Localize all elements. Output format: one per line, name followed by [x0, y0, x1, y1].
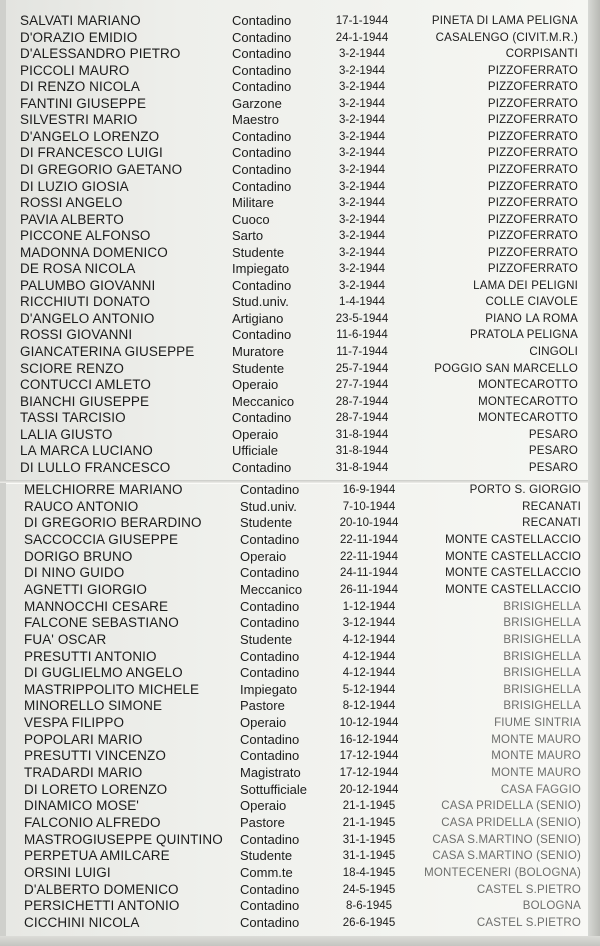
entry-occupation: Pastore [240, 815, 285, 830]
memorial-entry [0, 815, 600, 831]
entry-place: MONTE CASTELLACCIO [445, 583, 581, 596]
entry-occupation: Magistrato [240, 765, 301, 781]
entry-date: 17-12-1944 [339, 767, 399, 780]
entry-place: PIZZOFERRATO [487, 180, 578, 193]
entry-occupation: Contadino [232, 161, 292, 177]
entry-name: DI NINO GUIDO [24, 565, 125, 581]
entry-date: 1-12-1944 [342, 600, 396, 613]
memorial-entry [0, 30, 600, 46]
entry-occupation: Studente [232, 360, 285, 376]
entry-occupation: Contadino [240, 615, 300, 631]
memorial-entry [0, 63, 600, 79]
entry-occupation: Contadino [232, 410, 292, 426]
entry-occupation: Contadino [232, 145, 292, 161]
entry-occupation: Studente [240, 848, 293, 864]
entry-place: CORPISANTI [505, 48, 578, 61]
entry-occupation: Pastore [240, 698, 285, 714]
entry-occupation: Militare [232, 195, 274, 211]
entry-date: 28-7-1944 [335, 412, 389, 425]
entry-date: 20-10-1944 [339, 517, 399, 530]
entry-date: 4-12-1944 [342, 650, 396, 663]
memorial-entry [0, 715, 600, 731]
memorial-entry [0, 765, 600, 781]
memorial-entry [0, 748, 600, 764]
entry-occupation: Contadino [232, 46, 292, 62]
entry-name: PERSICHETTI ANTONIO [24, 898, 180, 914]
entry-occupation: Operaio [240, 798, 287, 814]
entry-name: DI LULLO FRANCESCO [20, 459, 171, 475]
entry-place: CINGOLI [529, 346, 578, 358]
entry-date: 18-4-1945 [342, 866, 396, 879]
stone-edge-bottom [0, 936, 600, 946]
entry-occupation: Contadino [240, 748, 300, 764]
entry-name: MANNOCCHI CESARE [24, 598, 169, 614]
entry-name: PALUMBO GIOVANNI [20, 277, 156, 293]
memorial-entry [0, 898, 600, 914]
entry-occupation: Studente [240, 515, 293, 531]
memorial-entry [0, 427, 600, 443]
entry-name: GIANCATERINA GIUSEPPE [20, 344, 195, 359]
entry-name: PICCONE ALFONSO [20, 228, 151, 244]
entry-date: 3-2-1944 [338, 147, 386, 160]
entry-name: MADONNA DOMENICO [20, 244, 168, 260]
entry-place: MONTE CASTELLACCIO [445, 533, 581, 546]
entry-date: 3-2-1944 [338, 180, 386, 193]
memorial-entry [0, 179, 600, 195]
entry-date: 22-11-1944 [340, 533, 398, 546]
memorial-entry [0, 549, 600, 565]
memorial-entry [0, 798, 600, 814]
entry-date: 26-11-1944 [340, 583, 398, 596]
entry-date: 4-12-1944 [342, 633, 396, 646]
memorial-entry [0, 377, 600, 393]
entry-name: LALIA GIUSTO [20, 426, 113, 442]
entry-name: D'ANGELO ANTONIO [20, 310, 155, 326]
memorial-entry [0, 278, 600, 294]
memorial-entry [0, 96, 600, 112]
entry-date: 31-8-1944 [335, 445, 389, 458]
memorial-entry [0, 145, 600, 161]
memorial-entry [0, 195, 600, 211]
entry-occupation: Stud.univ. [232, 294, 289, 310]
memorial-entry [0, 698, 600, 714]
entry-name: SALVATI MARIANO [20, 13, 141, 28]
entry-place: POGGIO SAN MARCELLO [434, 362, 578, 375]
entry-place: CASTEL S.PIETRO [476, 883, 581, 896]
entry-occupation: Garzone [232, 95, 282, 111]
memorial-entry [0, 832, 600, 848]
entry-place: BRISIGHELLA [503, 683, 581, 696]
entry-place: CASA PRIDELLA (SENIO) [441, 817, 581, 829]
entry-place: CASTEL S.PIETRO [476, 916, 581, 929]
entry-name: PERPETUA AMILCARE [24, 848, 170, 864]
entry-occupation: Sottufficiale [240, 781, 307, 797]
entry-place: PIZZOFERRATO [487, 97, 578, 110]
entry-name: MINORELLO SIMONE [24, 698, 163, 714]
memorial-entry [0, 410, 600, 426]
memorial-entry [0, 732, 600, 748]
entry-date: 17-12-1944 [339, 750, 399, 763]
memorial-entry [0, 112, 600, 128]
entry-place: PIZZOFERRATO [487, 230, 578, 243]
memorial-entry [0, 311, 600, 327]
entry-name: DI GUGLIELMO ANGELO [24, 665, 183, 681]
entry-name: FUA' OSCAR [24, 631, 107, 647]
entry-occupation: Contadino [240, 898, 300, 914]
entry-date: 3-2-1944 [338, 230, 386, 243]
entry-date: 11-6-1944 [336, 329, 388, 342]
entry-date: 3-12-1944 [342, 617, 396, 630]
entry-name: LA MARCA LUCIANO [20, 443, 153, 459]
entry-place: MONTECAROTTO [478, 412, 578, 425]
entry-occupation: Meccanico [232, 393, 295, 409]
entry-occupation: Contadino [240, 648, 300, 664]
entry-name: DE ROSA NICOLA [20, 261, 136, 277]
entry-occupation: Impiegato [240, 681, 298, 697]
entry-place: CASA FAGGIO [500, 783, 581, 796]
entry-place: CASALENGO (CIVIT.M.R.) [435, 31, 578, 44]
entry-occupation: Contadino [240, 731, 300, 747]
entry-name: ROSSI ANGELO [20, 195, 123, 211]
entry-occupation: Meccanico [240, 581, 303, 597]
memorial-entry [0, 632, 600, 648]
entry-occupation: Comm.te [240, 864, 293, 880]
entry-occupation: Operaio [232, 377, 279, 393]
entry-name: PAVIA ALBERTO [20, 211, 124, 227]
entry-occupation: Operaio [232, 426, 279, 442]
entry-name: ROSSI GIOVANNI [20, 327, 133, 343]
memorial-entry [0, 344, 600, 360]
entry-name: CONTUCCI AMLETO [20, 377, 152, 393]
entry-date: 31-8-1944 [335, 461, 389, 474]
entry-place: MONTE CASTELLACCIO [445, 567, 581, 580]
entry-name: BIANCHI GIUSEPPE [20, 393, 150, 409]
entry-place: BRISIGHELLA [503, 600, 581, 613]
entry-place: MONTE MAURO [491, 733, 581, 746]
entry-date: 27-7-1944 [335, 379, 389, 392]
entry-place: RECANATI [522, 517, 581, 530]
entry-date: 31-8-1944 [335, 428, 389, 441]
entry-occupation: Studente [240, 631, 293, 647]
entry-name: RICCHIUTI DONATO [20, 294, 151, 310]
memorial-entry [0, 882, 600, 898]
entry-place: PIZZOFERRATO [487, 246, 578, 259]
entry-name: VESPA FILIPPO [24, 715, 125, 731]
memorial-entry [0, 782, 600, 798]
entry-name: ORSINI LUIGI [24, 864, 111, 880]
entry-place: MONTE MAURO [491, 750, 581, 763]
entry-date: 3-2-1944 [338, 279, 386, 292]
entry-date: 21-1-1945 [342, 817, 396, 829]
entry-date: 3-2-1944 [338, 114, 386, 127]
entry-date: 20-12-1944 [339, 783, 399, 796]
entry-date: 26-6-1945 [342, 916, 396, 929]
entry-date: 25-7-1944 [335, 362, 389, 375]
entry-date: 28-7-1944 [335, 395, 389, 408]
memorial-entry [0, 212, 600, 228]
entry-date: 3-2-1944 [338, 130, 386, 143]
entry-date: 23-5-1944 [335, 312, 389, 325]
entry-place: CASA PRIDELLA (SENIO) [441, 800, 581, 813]
entry-date: 3-2-1944 [338, 213, 386, 226]
entry-date: 24-11-1944 [340, 567, 398, 580]
entry-occupation: Contadino [232, 79, 292, 95]
entry-place: PESARO [528, 461, 578, 474]
entry-name: FANTINI GIUSEPPE [20, 95, 147, 111]
entry-place: PIZZOFERRATO [487, 263, 578, 276]
entry-occupation: Operaio [240, 715, 287, 731]
entry-place: PESARO [528, 445, 578, 458]
entry-place: FIUME SINTRIA [494, 717, 581, 730]
entry-place: PIZZOFERRATO [487, 64, 578, 77]
entry-place: BRISIGHELLA [503, 650, 581, 663]
entry-place: PIZZOFERRATO [487, 213, 578, 226]
entry-date: 16-12-1944 [339, 733, 399, 746]
entry-date: 7-10-1944 [342, 500, 396, 513]
entry-date: 3-2-1944 [338, 263, 386, 276]
entry-date: 4-12-1944 [342, 667, 396, 680]
entry-place: PIZZOFERRATO [487, 81, 578, 94]
entry-date: 10-12-1944 [339, 717, 399, 730]
memorial-entry [0, 162, 600, 178]
entry-date: 24-1-1944 [335, 31, 389, 44]
entry-occupation: Contadino [240, 881, 300, 897]
entry-place: CASA S.MARTINO (SENIO) [432, 850, 581, 863]
entry-place: MONTECENERI (BOLOGNA) [424, 866, 581, 879]
entry-date: 31-1-1945 [342, 850, 396, 863]
entry-name: DINAMICO MOSE' [24, 798, 139, 814]
entry-name: DI LUZIO GIOSIA [20, 178, 129, 194]
entry-occupation: Contadino [232, 178, 292, 194]
entry-occupation: Muratore [232, 344, 285, 359]
entry-place: BRISIGHELLA [503, 617, 581, 630]
entry-place: PORTO S. GIORGIO [469, 484, 581, 496]
entry-occupation: Studente [232, 244, 285, 260]
memorial-entry [0, 665, 600, 681]
entry-place: BRISIGHELLA [503, 700, 581, 713]
memorial-entry [0, 848, 600, 864]
entry-name: SCIORE RENZO [20, 360, 124, 376]
entry-name: DI FRANCESCO LUIGI [20, 145, 163, 161]
memorial-entry [0, 13, 600, 29]
entry-name: SILVESTRI MARIO [20, 112, 138, 128]
memorial-entry [0, 565, 600, 581]
entry-name: TRADARDI MARIO [24, 765, 143, 781]
entry-name: AGNETTI GIORGIO [24, 581, 148, 597]
memorial-entry [0, 499, 600, 515]
memorial-entry [0, 865, 600, 881]
entry-occupation: Stud.univ. [240, 498, 297, 514]
entry-date: 17-1-1944 [335, 15, 389, 27]
memorial-entry [0, 261, 600, 277]
memorial-entry [0, 79, 600, 95]
entry-place: BOLOGNA [522, 900, 581, 913]
entry-occupation: Contadino [232, 13, 292, 28]
entry-occupation: Contadino [240, 531, 300, 547]
memorial-entry [0, 649, 600, 665]
entry-date: 16-9-1944 [342, 484, 396, 496]
entry-occupation: Contadino [240, 914, 300, 930]
entry-date: 8-6-1945 [345, 900, 393, 913]
entry-date: 1-4-1944 [338, 296, 386, 309]
entry-place: MONTE MAURO [491, 767, 581, 780]
entry-name: DI RENZO NICOLA [20, 79, 141, 95]
entry-place: PIZZOFERRATO [487, 197, 578, 210]
entry-name: MASTROGIUSEPPE QUINTINO [24, 831, 223, 847]
entry-place: PESARO [528, 428, 578, 441]
entry-name: CICCHINI NICOLA [24, 914, 140, 930]
entry-place: CASA S.MARTINO (SENIO) [432, 833, 581, 846]
entry-place: PRATOLA PELIGNA [469, 329, 578, 342]
entry-name: TASSI TARCISIO [20, 410, 126, 426]
memorial-entry [0, 532, 600, 548]
entry-occupation: Contadino [240, 598, 300, 614]
entry-occupation: Contadino [232, 327, 292, 343]
entry-name: FALCONE SEBASTIANO [24, 615, 179, 631]
memorial-entry [0, 682, 600, 698]
entry-name: D'ANGELO LORENZO [20, 128, 160, 144]
memorial-entry [0, 294, 600, 310]
entry-occupation: Contadino [240, 482, 300, 497]
entry-name: MELCHIORRE MARIANO [24, 482, 183, 497]
entry-occupation: Sarto [232, 228, 264, 244]
entry-occupation: Operaio [240, 548, 287, 564]
entry-occupation: Ufficiale [232, 443, 279, 459]
memorial-entry [0, 515, 600, 531]
entry-date: 3-2-1944 [338, 97, 386, 110]
memorial-entry [0, 460, 600, 476]
entry-name: RAUCO ANTONIO [24, 498, 139, 514]
entry-place: BRISIGHELLA [503, 667, 581, 680]
entry-place: PIZZOFERRATO [487, 147, 578, 160]
entry-name: FALCONIO ALFREDO [24, 815, 161, 830]
entry-name: D'ALBERTO DOMENICO [24, 881, 179, 897]
entry-occupation: Contadino [232, 459, 292, 475]
entry-name: POPOLARI MARIO [24, 731, 143, 747]
entry-place: PIZZOFERRATO [487, 114, 578, 127]
entry-occupation: Contadino [232, 277, 292, 293]
memorial-entry [0, 615, 600, 631]
entry-occupation: Maestro [232, 112, 279, 128]
entry-name: MASTRIPPOLITO MICHELE [24, 681, 200, 697]
memorial-entry [0, 482, 600, 498]
entry-date: 3-2-1944 [338, 246, 386, 259]
entry-place: MONTECAROTTO [478, 379, 578, 392]
entry-date: 24-5-1945 [342, 883, 396, 896]
memorial-entry [0, 394, 600, 410]
memorial-entry [0, 129, 600, 145]
entry-place: MONTE CASTELLACCIO [445, 550, 581, 563]
entry-date: 3-2-1944 [338, 48, 386, 61]
entry-date: 22-11-1944 [340, 550, 398, 563]
entry-date: 11-7-1944 [336, 346, 388, 358]
memorial-entry [0, 46, 600, 62]
entry-date: 31-1-1945 [342, 833, 396, 846]
entry-date: 8-12-1944 [342, 700, 396, 713]
entry-name: PICCOLI MAURO [20, 62, 130, 78]
entry-occupation: Artigiano [232, 310, 284, 326]
entry-place: PIANO LA ROMA [485, 312, 578, 325]
entry-place: BRISIGHELLA [503, 633, 581, 646]
entry-place: PIZZOFERRATO [487, 130, 578, 143]
memorial-entry [0, 228, 600, 244]
memorial-entry [0, 443, 600, 459]
memorial-entry [0, 915, 600, 931]
entry-occupation: Impiegato [232, 261, 290, 277]
entry-occupation: Contadino [232, 62, 292, 78]
entry-date: 3-2-1944 [338, 81, 386, 94]
entry-date: 3-2-1944 [338, 197, 386, 210]
entry-date: 3-2-1944 [338, 163, 386, 176]
entry-date: 3-2-1944 [338, 64, 386, 77]
entry-name: D'ALESSANDRO PIETRO [20, 46, 181, 62]
entry-name: DI LORETO LORENZO [24, 781, 168, 797]
entry-name: DI GREGORIO BERARDINO [24, 515, 202, 531]
entry-place: PINETA DI LAMA PELIGNA [431, 15, 578, 27]
entry-place: LAMA DEI PELIGNI [473, 279, 578, 292]
entry-place: PIZZOFERRATO [487, 163, 578, 176]
entry-occupation: Contadino [240, 665, 300, 681]
memorial-entry [0, 582, 600, 598]
entry-name: SACCOCCIA GIUSEPPE [24, 531, 179, 547]
entry-name: PRESUTTI ANTONIO [24, 648, 157, 664]
entry-date: 5-12-1944 [342, 683, 396, 696]
memorial-entry [0, 361, 600, 377]
entry-occupation: Contadino [240, 565, 300, 581]
entry-name: PRESUTTI VINCENZO [24, 748, 166, 764]
entry-occupation: Cuoco [232, 211, 270, 227]
entry-occupation: Contadino [232, 29, 292, 45]
entry-occupation: Contadino [240, 831, 300, 847]
entry-place: MONTECAROTTO [478, 395, 578, 408]
entry-date: 21-1-1945 [342, 800, 396, 813]
entry-name: D'ORAZIO EMIDIO [20, 29, 138, 45]
entry-name: DI GREGORIO GAETANO [20, 161, 183, 177]
entry-occupation: Contadino [232, 128, 292, 144]
memorial-entry [0, 245, 600, 261]
entry-place: COLLE CIAVOLE [485, 296, 578, 309]
entry-place: RECANATI [522, 500, 581, 513]
memorial-entry [0, 327, 600, 343]
memorial-entry [0, 599, 600, 615]
entry-name: DORIGO BRUNO [24, 548, 133, 564]
